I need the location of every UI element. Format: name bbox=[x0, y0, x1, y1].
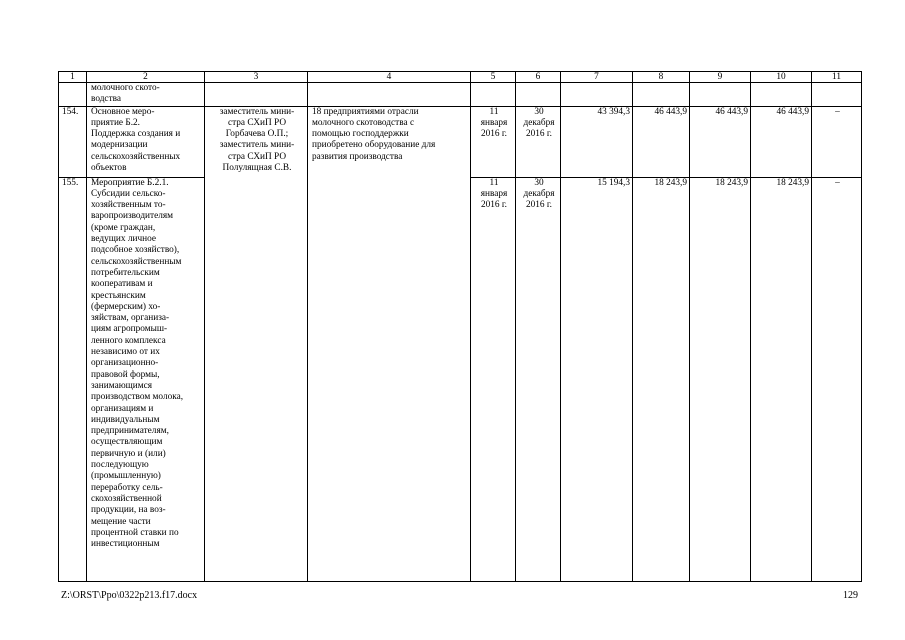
col-header: 8 bbox=[633, 72, 690, 83]
cell-value-9: 46 443,9 bbox=[690, 106, 751, 177]
cell-value-11 bbox=[812, 83, 862, 107]
cell-value-9 bbox=[690, 83, 751, 107]
cell-value-11: – bbox=[812, 106, 862, 177]
cell-value-7: 15 194,3 bbox=[561, 177, 633, 581]
col-header: 4 bbox=[308, 72, 471, 83]
cell-start-date: 11 января 2016 г. bbox=[471, 177, 516, 581]
cell-result: 18 предприятиями отрасли молочного скотоводства с помощью господдержки приобретено оборудование для развития производства bbox=[308, 106, 471, 581]
cell-value-8: 46 443,9 bbox=[633, 106, 690, 177]
cell-start-date: 11 января 2016 г. bbox=[471, 106, 516, 177]
cell-value-8: 18 243,9 bbox=[633, 177, 690, 581]
cell-responsible: заместитель мини- стра СХиП РО Горбачева О.П.; заместитель мини- стра СХиП РО Полулящная С.В. bbox=[205, 106, 308, 581]
cell-value-7 bbox=[561, 83, 633, 107]
cell-start-date bbox=[471, 83, 516, 107]
cell-result bbox=[308, 83, 471, 107]
cell-value-10: 46 443,9 bbox=[751, 106, 812, 177]
cell-value-7: 43 394,3 bbox=[561, 106, 633, 177]
col-header: 2 bbox=[87, 72, 205, 83]
col-header: 3 bbox=[205, 72, 308, 83]
col-header: 6 bbox=[516, 72, 561, 83]
table-row-154 bbox=[59, 106, 862, 177]
col-header: 5 bbox=[471, 72, 516, 83]
cell-number bbox=[59, 83, 87, 107]
page-number: 129 bbox=[843, 590, 858, 601]
col-header: 11 bbox=[812, 72, 862, 83]
col-header: 7 bbox=[561, 72, 633, 83]
col-header: 1 bbox=[59, 72, 87, 83]
cell-event-name: Мероприятие Б.2.1. Субсидии сельско- хозяйственным то- варопроизводителям (кроме граждан, ведущих личное подсобное хозяйство), сельскохозяйственным потребительским кооперативам и крестьянским (фермерским) хо- зяйствам, организа- циям агропромыш- ленного комплекса независимо от их организационно- правовой формы, занимающимся производством молока, организациям и индивидуальным предпринимателям, осуществляющим первичную и (или) последующую (промышленную) переработку сель- скохозяйственной продукции, на воз- мещение части процентной ставки по инвестиционным bbox=[87, 177, 205, 581]
cell-value-11: – bbox=[812, 177, 862, 581]
cell-event-name: Основное меро- приятие Б.2. Поддержка создания и модернизации сельскохозяйственных объектов bbox=[87, 106, 205, 177]
cell-number: 154. bbox=[59, 106, 87, 177]
cell-end-date: 30 декабря 2016 г. bbox=[516, 106, 561, 177]
cell-event-name: молочного ското- водства bbox=[87, 83, 205, 107]
col-header: 9 bbox=[690, 72, 751, 83]
footer-file-path: Z:\ORST\Ppo\0322p213.f17.docx bbox=[61, 590, 198, 601]
cell-number: 155. bbox=[59, 177, 87, 581]
cell-value-10: 18 243,9 bbox=[751, 177, 812, 581]
cell-value-8 bbox=[633, 83, 690, 107]
cell-value-9: 18 243,9 bbox=[690, 177, 751, 581]
col-header: 10 bbox=[751, 72, 812, 83]
program-table bbox=[58, 71, 862, 582]
cell-responsible bbox=[205, 83, 308, 107]
table-row-continuation bbox=[59, 83, 862, 107]
cell-end-date: 30 декабря 2016 г. bbox=[516, 177, 561, 581]
column-number-row bbox=[59, 72, 862, 83]
cell-end-date bbox=[516, 83, 561, 107]
cell-value-10 bbox=[751, 83, 812, 107]
